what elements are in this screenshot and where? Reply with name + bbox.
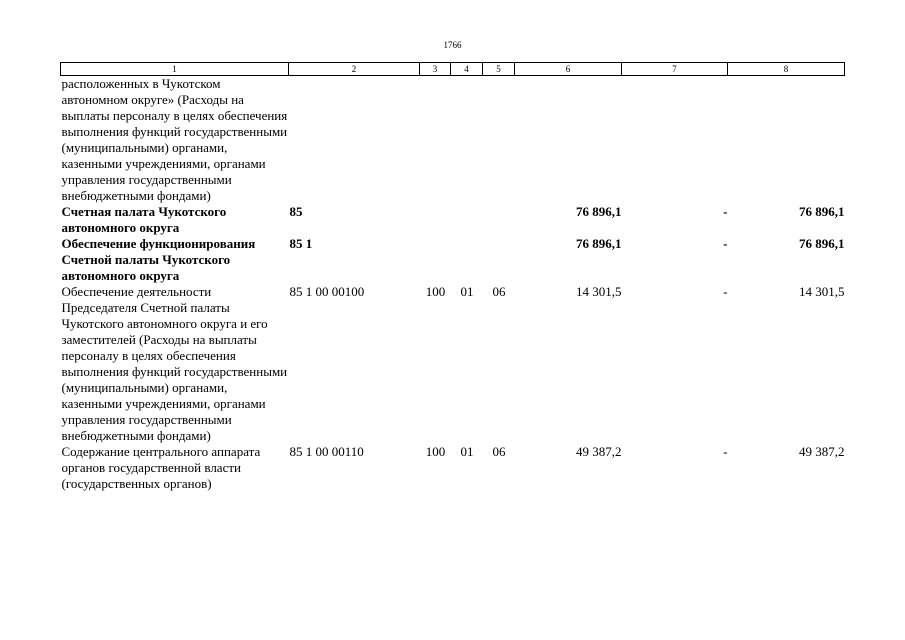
table-row xyxy=(61,284,845,444)
column-header-7: 7 xyxy=(622,63,728,76)
row-change: - xyxy=(723,284,728,299)
row-vr xyxy=(420,236,451,284)
row-vr: 100 xyxy=(425,444,446,459)
row-change: - xyxy=(723,444,728,459)
column-header-8: 8 xyxy=(728,63,845,76)
row-code xyxy=(289,76,420,205)
table-row xyxy=(61,76,845,205)
row-sum: 14 301,5 xyxy=(576,284,622,299)
row-sum: 49 387,2 xyxy=(576,444,622,459)
column-header-6: 6 xyxy=(515,63,622,76)
column-header-3: 3 xyxy=(420,63,451,76)
row-total: 14 301,5 xyxy=(799,284,845,299)
row-pr xyxy=(483,76,515,205)
row-name: Обеспечение функционирования Счетной палаты Чукотского автономного округа xyxy=(61,236,256,283)
table-row xyxy=(61,204,845,236)
page-number: 1766 xyxy=(443,40,462,50)
row-name: Обеспечение деятельности Председателя Счетной палаты Чукотского автономного округа и его заместителей (Расходы на выплаты персоналу в целях обеспечения выполнения функций государственными (муниципальными) органами, казенными учреждениями, органами управления государственными внебюджетными фондами) xyxy=(61,284,288,443)
row-pr xyxy=(483,204,515,236)
row-total: 49 387,2 xyxy=(799,444,845,459)
row-change: - xyxy=(723,236,728,251)
column-header-5: 5 xyxy=(483,63,515,76)
row-rz xyxy=(451,204,483,236)
row-sum: 76 896,1 xyxy=(576,204,622,219)
row-rz xyxy=(451,76,483,205)
row-vr: 100 xyxy=(425,284,446,299)
row-vr xyxy=(420,204,451,236)
row-rz: 01 xyxy=(460,444,474,459)
row-code: 85 xyxy=(289,204,303,219)
column-header-4: 4 xyxy=(451,63,483,76)
column-header-1: 1 xyxy=(61,63,289,76)
header-row xyxy=(61,63,845,76)
row-sum xyxy=(515,76,622,205)
row-code: 85 1 00 00110 xyxy=(289,444,364,459)
row-total: 76 896,1 xyxy=(799,204,845,219)
row-total: 76 896,1 xyxy=(799,236,845,251)
row-change xyxy=(622,76,728,205)
row-name: расположенных в Чукотском автономном округе» (Расходы на выплаты персоналу в целях обеспечения выполнения функций государственными (муниципальными) органами, казенными учреждениями, органами управления государственными внебюджетными фондами) xyxy=(61,76,288,203)
row-rz xyxy=(451,236,483,284)
row-pr: 06 xyxy=(492,284,506,299)
row-code: 85 1 xyxy=(289,236,313,251)
row-vr xyxy=(420,76,451,205)
row-change: - xyxy=(723,204,728,219)
row-rz: 01 xyxy=(460,284,474,299)
row-pr: 06 xyxy=(492,444,506,459)
budget-table xyxy=(60,62,845,492)
row-code: 85 1 00 00100 xyxy=(289,284,365,299)
column-header-2: 2 xyxy=(289,63,420,76)
row-total xyxy=(728,76,845,205)
row-name: Содержание центрального аппарата органов государственной власти (государственных органов) xyxy=(61,444,261,491)
table-row xyxy=(61,444,845,492)
row-name: Счетная палата Чукотского автономного округа xyxy=(61,204,227,235)
row-pr xyxy=(483,236,515,284)
table-row xyxy=(61,236,845,284)
row-sum: 76 896,1 xyxy=(576,236,622,251)
